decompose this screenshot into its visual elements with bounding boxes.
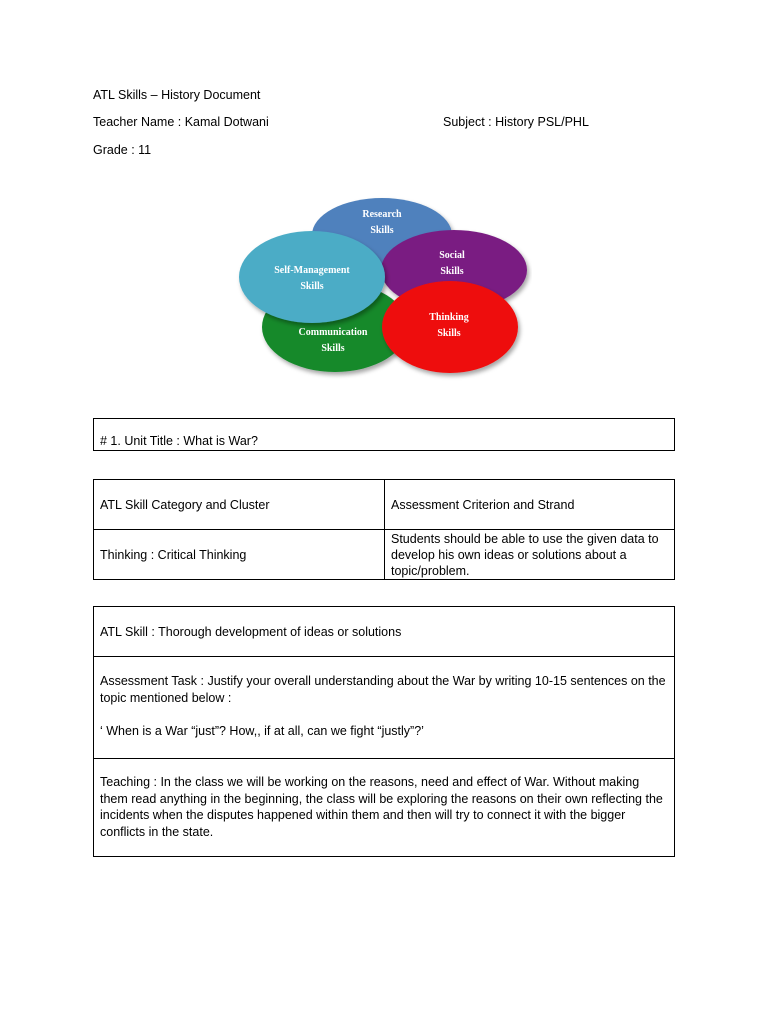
assessment-task-text: Assessment Task : Justify your overall understanding about the War by writing 10-15 sentences on the topic mentioned below : [100,674,666,705]
details-box [93,606,675,857]
atl-skill-row [94,607,674,656]
thinking-label: Thinking [429,312,469,323]
atl-skills-diagram [232,195,532,385]
unit-title-box [93,418,675,451]
social-label: Social [439,250,465,261]
table-cell: Students should be able to use the given data to develop his own ideas or solutions about a topic/problem. [384,530,674,580]
teaching-row [94,758,674,858]
communication-label-2: Skills [321,343,345,354]
document-title: ATL Skills – History Document [93,88,261,102]
thinking-skills-circle [382,281,518,373]
self-management-skills-circle [239,231,385,323]
table-header-cell: Assessment Criterion and Strand [384,480,674,529]
subject: Subject : History PSL/PHL [443,115,589,129]
communication-label: Communication [298,327,368,338]
teacher-name: Teacher Name : Kamal Dotwani [93,115,269,129]
assessment-task-row [94,656,674,758]
table-cell: Thinking : Critical Thinking [100,548,247,562]
unit-title: # 1. Unit Title : What is War? [100,434,258,448]
war-question: ‘ When is a War “just”? How,, if at all, can we fight “justly”?’ [100,724,424,738]
table-row [94,529,674,580]
self-management-label: Self-Management [274,265,350,276]
thinking-label-2: Skills [437,328,461,339]
teaching-text: Teaching : In the class we will be working on the reasons, need and effect of War. Without making them read anything in the beginning, the class will be exploring the reasons on their own reflecting the incidents when the disputes happened within them and then will try to connect it with the bigger conflicts in the state. [100,775,663,839]
research-label: Research [362,209,402,220]
thinking-circle-shape [382,281,518,373]
grade: Grade : 11 [93,143,152,157]
table-header-row [94,480,674,529]
social-label-2: Skills [440,266,464,277]
atl-skill-text: ATL Skill : Thorough development of ideas or solutions [100,624,402,639]
self-management-circle-shape [239,231,385,323]
atl-skill-table [93,479,675,580]
research-label-2: Skills [370,225,394,236]
self-management-label-2: Skills [300,281,324,292]
table-header-cell: ATL Skill Category and Cluster [100,497,270,512]
